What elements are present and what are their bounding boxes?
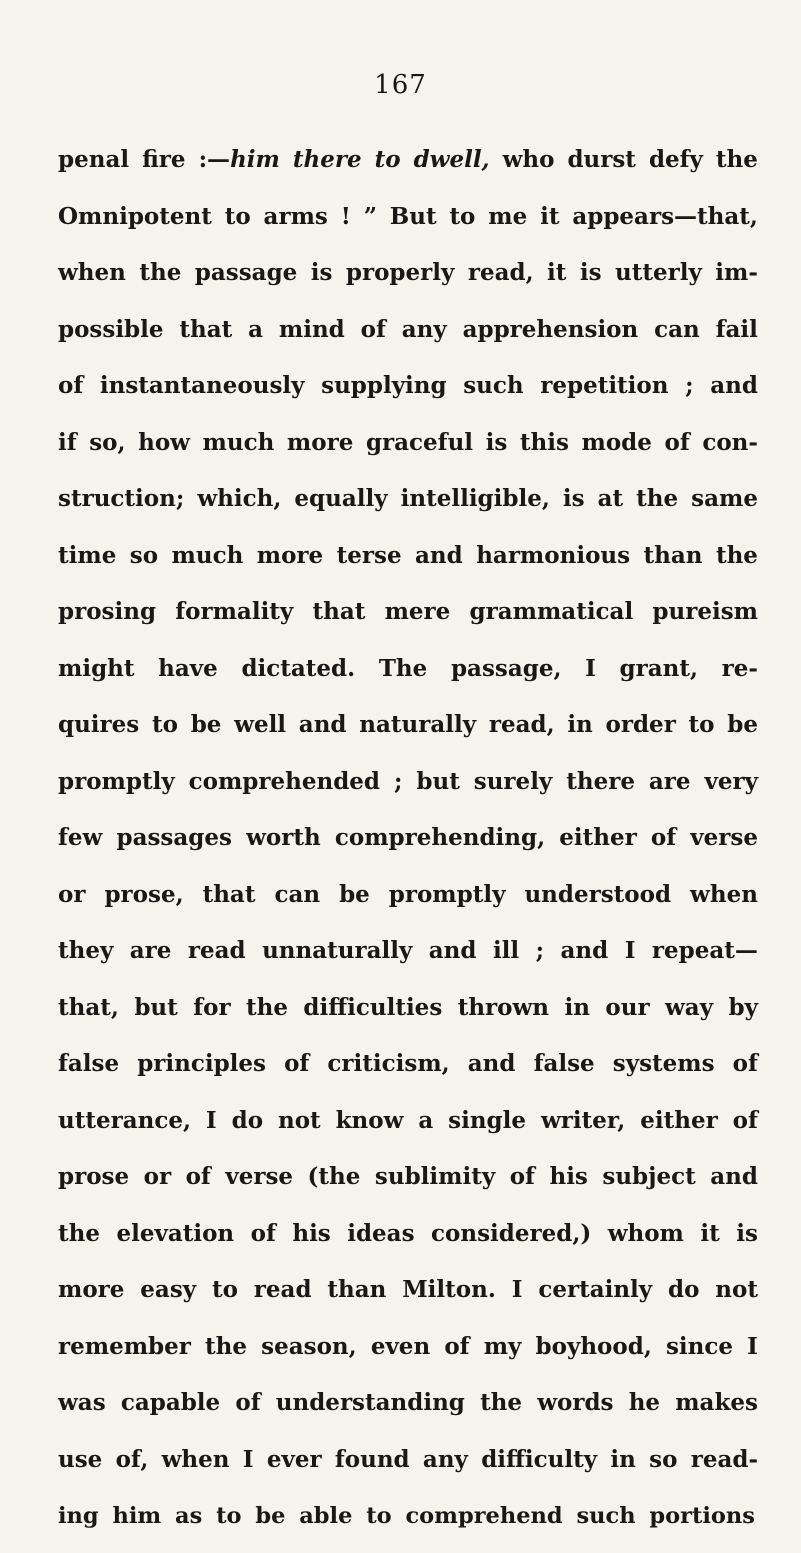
body-text [58,140,758,1553]
text-line: if so, how much more graceful is this mode of con- [58,428,758,456]
text-line: when the passage is properly read, it is utterly im- [58,259,758,286]
text-line: promptly comprehended ; but surely there are very [58,767,758,795]
text-line: time so much more terse and harmonious than the [58,541,758,569]
text-line: more easy to read than Milton. I certainly do not [58,1276,758,1303]
text-line: remember the season, even of my boyhood, since I [58,1332,758,1360]
text-line: quires to be well and naturally read, in order to be [58,711,758,738]
text-line: prose or of verse (the sublimity of his subject and [58,1163,758,1190]
page-number: 167 [374,70,427,100]
text-line: penal fire :—him there to dwell, who durst defy the [58,146,758,173]
text-line: use of, when I ever found any difficulty in so read- [58,1445,758,1473]
text-line: false principles of criticism, and false systems of [58,1050,758,1077]
text-line: ing him as to be able to comprehend such portions [58,1503,755,1529]
text-line: Omnipotent to arms ! ” But to me it appears—that, [58,202,758,230]
text-line: might have dictated. The passage, I grant, re- [58,654,758,682]
text-line: possible that a mind of any apprehension can fail [58,315,758,343]
text-line: the elevation of his ideas considered,) whom it is [58,1219,758,1247]
text-line: prosing formality that mere grammatical pureism [58,598,758,625]
text-line: they are read unnaturally and ill ; and I repeat— [58,937,758,964]
text-line: was capable of understanding the words he makes [58,1389,758,1416]
text-line: or prose, that can be promptly understood when [58,880,758,908]
text-line: of instantaneously supplying such repetition ; and [58,372,758,399]
text-line: few passages worth comprehending, either of verse [58,824,758,851]
text-line: struction; which, equally intelligible, is at the same [58,485,758,512]
text-line: utterance, I do not know a single writer, either of [58,1106,758,1134]
text-line: that, but for the difficulties thrown in our way by [58,993,758,1021]
